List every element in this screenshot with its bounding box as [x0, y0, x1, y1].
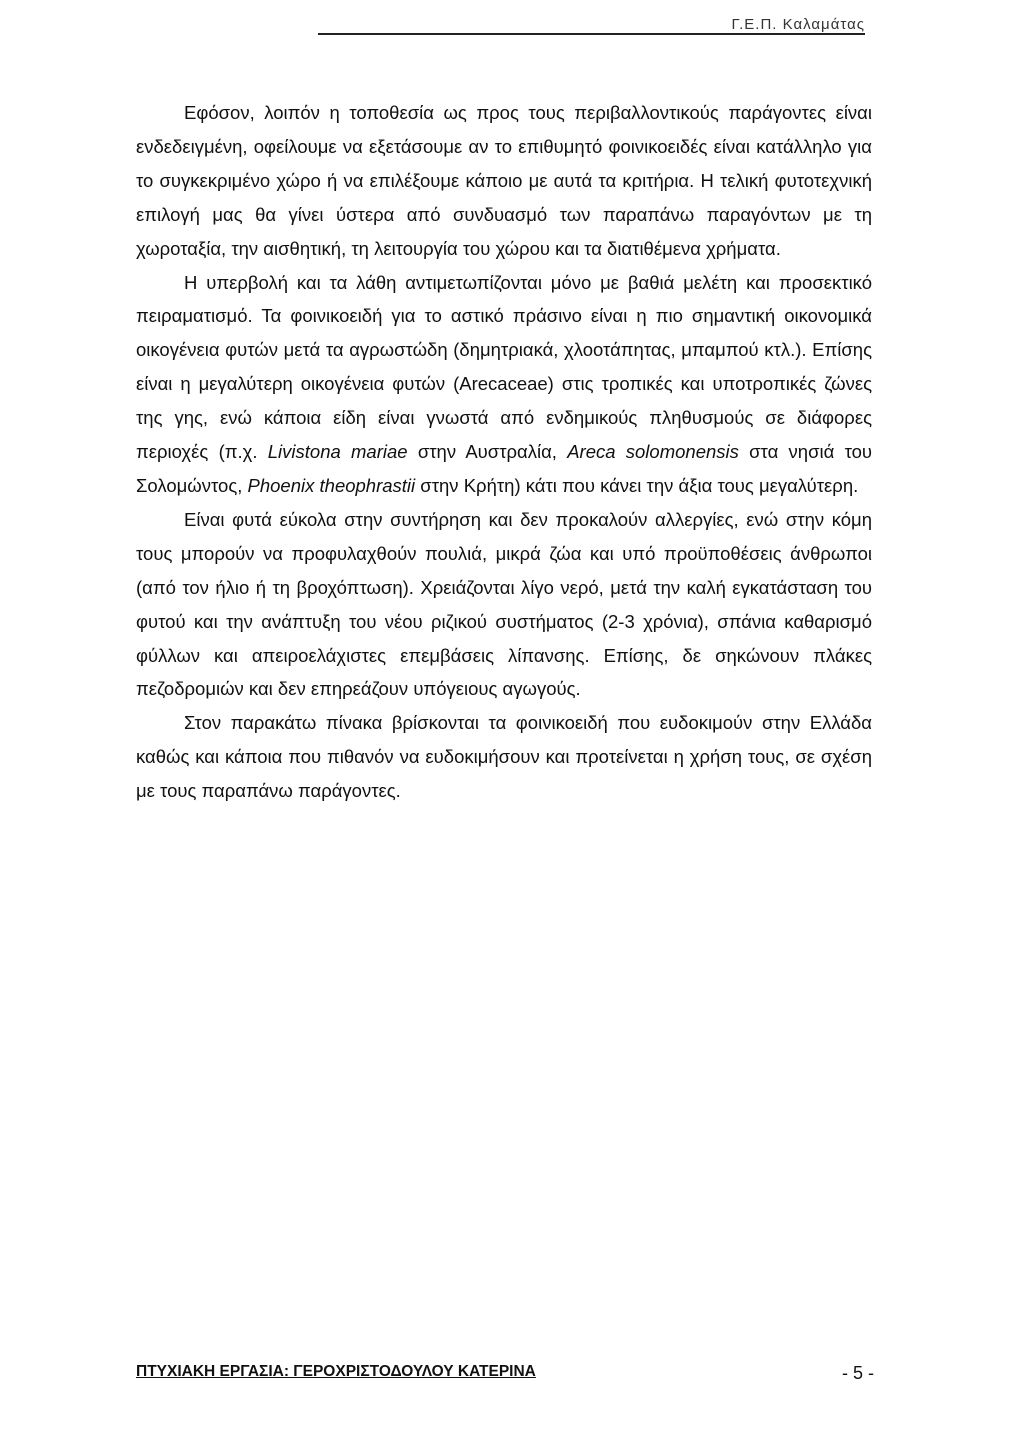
species-name: Phoenix theophrastii [247, 474, 416, 496]
paragraph-site-selection: Εφόσον, λοιπόν η τοποθεσία ως προς τους περιβαλλοντικούς παράγοντες είναι ενδεδειγμένη, οφείλουμε να εξετάσουμε αν το επιθυμητό φοινικοειδές είναι κατάλληλο για το συγκεκριμένο χώρο ή να επιλέξουμε κάποιο με αυτά τα κριτήρια. Η τελική φυτοτεχνική επιλογή μας θα γίνει ύστερα από συνδυασμό των παραπάνω παραγόντων με τη χωροταξία, την αισθητική, τη λειτουργία του χώρου και τα διατιθέμενα χρήματα. [136, 102, 872, 259]
running-header: Γ.Ε.Π. Καλαμάτας [731, 16, 865, 33]
paragraph-text: στα νησιά του Σολομώντος, [136, 441, 873, 496]
page-number: - 5 - [841, 1363, 874, 1383]
document-body [136, 96, 872, 808]
species-name: Livistona mariae [267, 441, 408, 463]
paragraph-maintenance: Είναι φυτά εύκολα στην συντήρηση και δεν προκαλούν αλλεργίες, ενώ στην κόμη τους μπορούν να προφυλαχθούν πουλιά, μικρά ζώα και υπό προϋποθέσεις άνθρωποι (από τον ήλιο ή τη βροχόπτωση). Χρειάζονται λίγο νερό, μετά την καλή εγκατάσταση του φυτού και την ανάπτυξη του νέου ριζικού συστήματος (2-3 χρόνια), σπάνια καθαρισμό φύλλων και απειροελάχιστες επεμβάσεις λίπανσης. Επίσης, δε σηκώνουν πλάκες πεζοδρομιών και δεν επηρεάζουν υπόγειους αγωγούς. [136, 508, 872, 700]
header-rule [318, 33, 865, 35]
paragraph-palm-family [136, 266, 872, 503]
paragraph-text: στην Αυστραλία, [407, 441, 568, 463]
paragraph-text: στην Κρήτη) κάτι που κάνει την άξια τους μεγαλύτερη. [415, 474, 859, 496]
species-name: Areca solomonensis [567, 441, 739, 463]
paragraph-table-intro: Στον παρακάτω πίνακα βρίσκονται τα φοινικοειδή που ευδοκιμούν στην Ελλάδα καθώς και κάποια που πιθανόν να ευδοκιμήσουν και προτείνεται η χρήση τους, σε σχέση με τους παραπάνω παράγοντες. [136, 712, 872, 802]
footer-thesis-label: ΠΤΥΧΙΑΚΗ ΕΡΓΑΣΙΑ: ΓΕΡΟΧΡΙΣΤΟΔΟΥΛΟΥ ΚΑΤΕΡΙΝΑ [136, 1363, 536, 1380]
paragraph-text: Η υπερβολή και τα λάθη αντιμετωπίζονται μόνο με βαθιά μελέτη και προσεκτικό πειραματισμό. Τα φοινικοειδή για το αστικό πράσινο είναι η πιο σημαντική οικονομικά οικογένεια φυτών μετά τα αγρωστώδη (δημητριακά, χλοοτάπητας, μπαμπού κτλ.). Επίσης είναι η μεγαλύτερη οικογένεια φυτών (Arecaceae) στις τροπικές και υποτροπικές ζώνες της γης, ενώ κάποια είδη είναι γνωστά από ενδημικούς πληθυσμούς σε διάφορες περιοχές (π.χ. [136, 271, 872, 463]
